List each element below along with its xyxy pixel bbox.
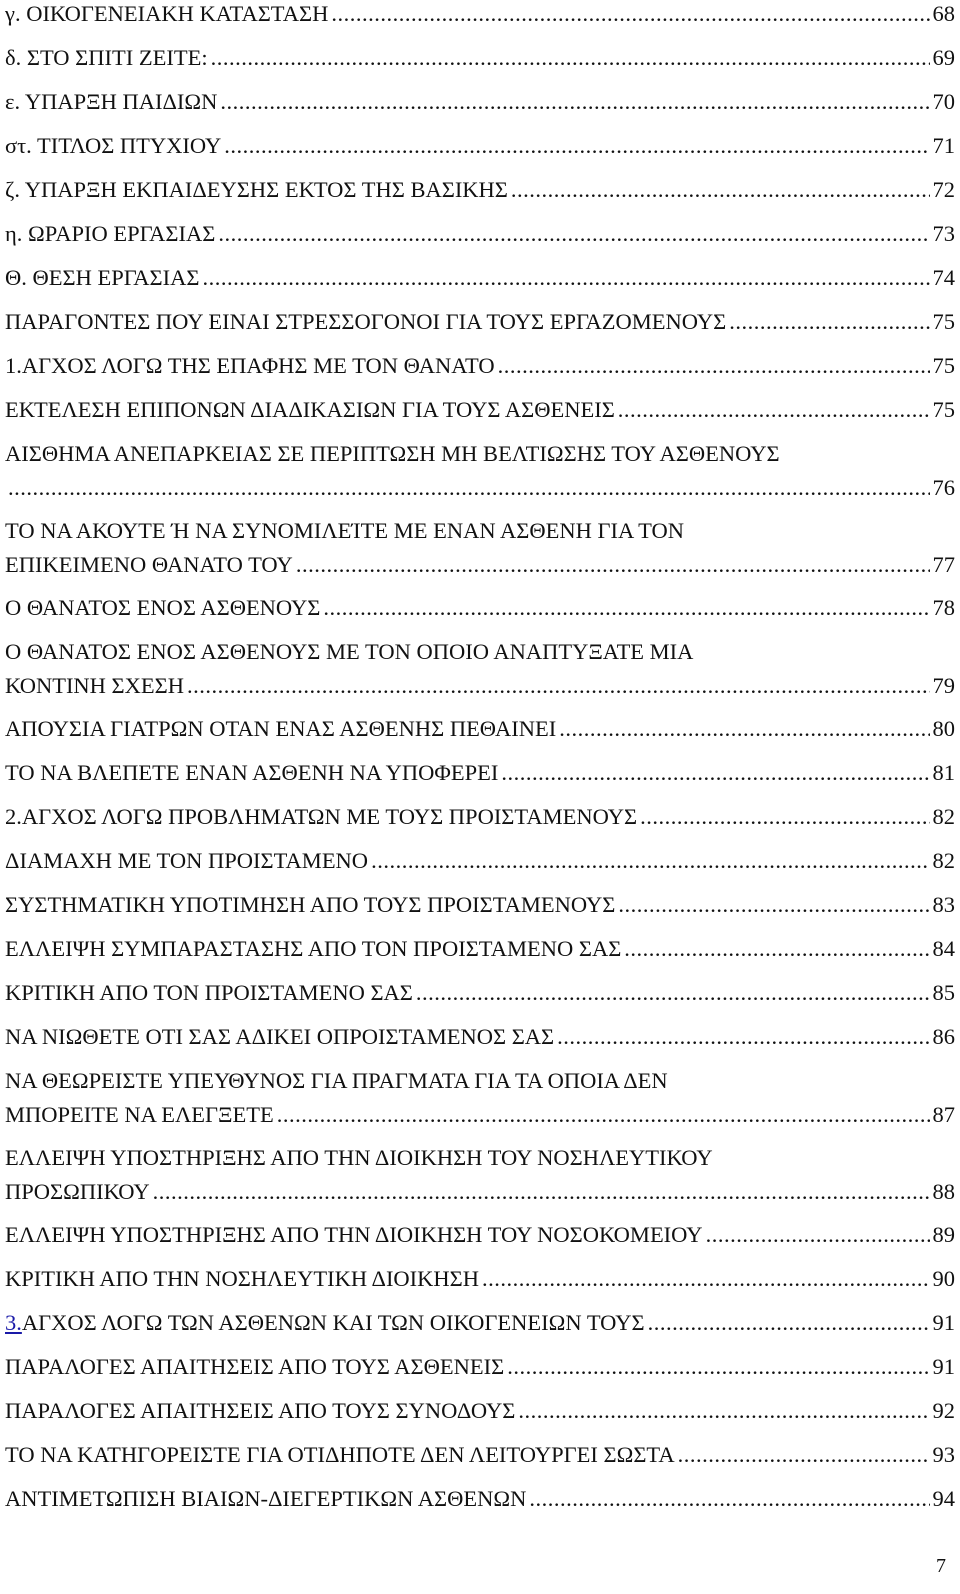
dot-leader	[331, 0, 929, 31]
toc-entry[interactable]	[5, 756, 955, 790]
toc-entry-page: 90	[932, 1266, 955, 1291]
dot-leader	[706, 1218, 930, 1252]
toc-entry[interactable]	[5, 514, 955, 582]
toc-entry-title-wrapper	[5, 1306, 645, 1340]
toc-entry-title: ΝΑ ΝΙΩΘΕΤΕ ΟΤΙ ΣΑΣ ΑΔΙΚΕΙ ΟΠΡΟΙΣΤΑΜΕΝΟΣ ΣΑΣ	[5, 1024, 555, 1049]
toc-entry-title: ΕΛΛΕΙΨΗ ΥΠΟΣΤΗΡΙΞΗΣ ΑΠΟ ΤΗΝ ΔΙΟΙΚΗΣΗ ΤΟΥ ΝΟΣΟΚΟΜΕΙΟΥ	[5, 1222, 703, 1247]
toc-entry-page: 72	[932, 177, 955, 202]
dot-leader	[277, 1098, 930, 1132]
toc-entry-title: ζ. ΥΠΑΡΞΗ ΕΚΠΑΙΔΕΥΣΗΣ ΕΚΤΟΣ ΤΗΣ ΒΑΣΙΚΗΣ	[5, 177, 508, 202]
toc-entry[interactable]	[5, 349, 955, 383]
toc-entry-page: 69	[932, 45, 955, 70]
dot-leader	[153, 1175, 930, 1209]
toc-entry-title: ε. ΥΠΑΡΞΗ ΠΑΙΔΙΩΝ	[5, 89, 218, 114]
dot-leader	[507, 1350, 929, 1384]
toc-entry-title: η. ΩΡΑΡΙΟ ΕΡΓΑΣΙΑΣ	[5, 221, 216, 246]
page-number: 7	[936, 1555, 946, 1577]
toc-entry[interactable]	[5, 1262, 955, 1296]
toc-entry-title: ΑΙΣΘΗΜΑ ΑΝΕΠΑΡΚΕΙΑΣ ΣΕ ΠΕΡΙΠΤΩΣΗ ΜΗ ΒΕΛΤΙΩΣΗΣ ΤΟΥ ΑΣΘΕΝΟΥΣ	[5, 441, 780, 466]
toc-entry-page: 75	[932, 309, 955, 334]
toc-entry-title: Ο ΘΑΝΑΤΟΣ ΕΝΟΣ ΑΣΘΕΝΟΥΣ	[5, 595, 321, 620]
toc-entry[interactable]	[5, 800, 955, 834]
dot-leader	[8, 471, 930, 505]
toc-entry-page: 70	[932, 89, 955, 114]
dot-leader	[518, 1394, 929, 1428]
toc-entry-title: ΣΥΣΤΗΜΑΤΙΚΗ ΥΠΟΤΙΜΗΣΗ ΑΠΟ ΤΟΥΣ ΠΡΟΙΣΤΑΜΕΝΟΥΣ	[5, 892, 616, 917]
dot-leader	[529, 1482, 929, 1516]
toc-entry[interactable]	[5, 1306, 955, 1340]
toc-entry-page: 88	[932, 1179, 955, 1204]
dot-leader	[648, 1306, 930, 1340]
toc-entry[interactable]	[5, 591, 955, 625]
toc-entry-title: στ. ΤΙΤΛΟΣ ΠΤΥΧΙΟΥ	[5, 133, 222, 158]
toc-entry-page: 71	[932, 133, 955, 158]
dot-leader	[511, 173, 930, 207]
dot-leader	[678, 1438, 930, 1472]
dot-leader	[323, 591, 929, 625]
toc-entry-title: ΚΡΙΤΙΚΗ ΑΠΟ ΤΗΝ ΝΟΣΗΛΕΥΤΙΚΗ ΔΙΟΙΚΗΣΗ	[5, 1266, 480, 1291]
toc-entry-title: ΚΡΙΤΙΚΗ ΑΠΟ ΤΟΝ ΠΡΟΙΣΤΑΜΕΝΟ ΣΑΣ	[5, 980, 413, 1005]
toc-entry[interactable]	[5, 1438, 955, 1472]
toc-entry-title: ΕΛΛΕΙΨΗ ΥΠΟΣΤΗΡΙΞΗΣ ΑΠΟ ΤΗΝ ΔΙΟΙΚΗΣΗ ΤΟΥ ΝΟΣΗΛΕΥΤΙΚΟΥ	[5, 1145, 713, 1170]
toc-entry-page: 93	[932, 1442, 955, 1467]
toc-entry-page: 75	[932, 397, 955, 422]
toc-entry-title: δ. ΣΤΟ ΣΠΙΤΙ ΖΕΙΤΕ:	[5, 45, 208, 70]
toc-entry-page: 75	[932, 353, 955, 378]
toc-entry-page: 73	[932, 221, 955, 246]
toc-entry[interactable]	[5, 976, 955, 1010]
toc-entry[interactable]	[5, 305, 955, 339]
dot-leader	[371, 844, 929, 878]
toc-entry-page: 92	[932, 1398, 955, 1423]
toc-entry-title-continuation: ΚΟΝΤΙΝΗ ΣΧΕΣΗ	[5, 673, 184, 698]
toc-entry[interactable]	[5, 129, 955, 163]
dot-leader	[202, 261, 929, 295]
toc-entry[interactable]	[5, 1064, 955, 1132]
toc-entry-page: 82	[932, 804, 955, 829]
toc-entry[interactable]	[5, 932, 955, 966]
toc-entry-page: 81	[932, 760, 955, 785]
section-number-link[interactable]: 3.	[5, 1310, 22, 1335]
toc-entry-title: ΑΓΧΟΣ ΛΟΓΩ ΤΩΝ ΑΣΘΕΝΩΝ ΚΑΙ ΤΩΝ ΟΙΚΟΓΕΝΕΙΩΝ ΤΟΥΣ	[21, 1310, 645, 1335]
toc-entry-title: ΕΛΛΕΙΨΗ ΣΥΜΠΑΡΑΣΤΑΣΗΣ ΑΠΟ ΤΟΝ ΠΡΟΙΣΤΑΜΕΝΟ ΣΑΣ	[5, 936, 622, 961]
toc-entry-title: ΠΑΡΑΛΟΓΕΣ ΑΠΑΙΤΗΣΕΙΣ ΑΠΟ ΤΟΥΣ ΣΥΝΟΔΟΥΣ	[5, 1398, 516, 1423]
toc-entry-title-continuation: ΜΠΟΡΕΙΤΕ ΝΑ ΕΛΕΓΞΕΤΕ	[5, 1102, 274, 1127]
toc-entry-title: ΤΟ ΝΑ ΚΑΤΗΓΟΡΕΙΣΤΕ ΓΙΑ ΟΤΙΔΗΠΟΤΕ ΔΕΝ ΛΕΙΤΟΥΡΓΕΙ ΣΩΣΤΑ	[5, 1442, 675, 1467]
toc-entry[interactable]	[5, 85, 955, 119]
toc-entry-page: 85	[932, 980, 955, 1005]
toc-entry-title: ΑΝΤΙΜΕΤΩΠΙΣΗ ΒΙΑΙΩΝ-ΔΙΕΓΕΡΤΙΚΩΝ ΑΣΘΕΝΩΝ	[5, 1486, 527, 1511]
toc-entry[interactable]	[5, 1394, 955, 1428]
toc-entry[interactable]	[5, 1350, 955, 1384]
dot-leader	[218, 217, 929, 251]
toc-entry-title: ΠΑΡΑΓΟΝΤΕΣ ΠΟΥ ΕΙΝΑΙ ΣΤΡΕΣΣΟΓΟΝΟΙ ΓΙΑ ΤΟΥΣ ΕΡΓΑΖΟΜΕΝΟΥΣ	[5, 309, 727, 334]
toc-entry-title: ΠΑΡΑΛΟΓΕΣ ΑΠΑΙΤΗΣΕΙΣ ΑΠΟ ΤΟΥΣ ΑΣΘΕΝΕΙΣ	[5, 1354, 505, 1379]
toc-entry[interactable]	[5, 888, 955, 922]
toc-entry-title: ΝΑ ΘΕΩΡΕΙΣΤΕ ΥΠΕΥΘΥΝΟΣ ΓΙΑ ΠΡΑΓΜΑΤΑ ΓΙΑ ΤΑ ΟΠΟΙΑ ΔΕΝ	[5, 1068, 668, 1093]
dot-leader	[624, 932, 929, 966]
toc-entry-page: 94	[932, 1486, 955, 1511]
toc-entry-title: ΕΚΤΕΛΕΣΗ ΕΠΙΠΟΝΩΝ ΔΙΑΔΙΚΑΣΙΩΝ ΓΙΑ ΤΟΥΣ ΑΣΘΕΝΕΙΣ	[5, 397, 615, 422]
dot-leader	[416, 976, 930, 1010]
dot-leader	[211, 41, 930, 75]
toc-entry[interactable]	[5, 41, 955, 75]
dot-leader	[224, 129, 929, 163]
toc-entry-title: Θ. ΘΕΣΗ ΕΡΓΑΣΙΑΣ	[5, 265, 200, 290]
toc-entry-title: ΤΟ ΝΑ ΒΛΕΠΕΤΕ ΕΝΑΝ ΑΣΘΕΝΗ ΝΑ ΥΠΟΦΕΡΕΙ	[5, 760, 499, 785]
toc-entry-page: 86	[932, 1024, 955, 1049]
dot-leader	[482, 1262, 929, 1296]
toc-entry[interactable]	[5, 1141, 955, 1209]
toc-entry-title-continuation: ΠΡΟΣΩΠΙΚΟΥ	[5, 1179, 150, 1204]
toc-entry-page: 68	[932, 1, 955, 26]
dot-leader	[220, 85, 929, 119]
toc-entry-page: 89	[932, 1222, 955, 1247]
toc-entry-page: 87	[932, 1102, 955, 1127]
toc-entry[interactable]	[5, 712, 955, 746]
toc-entry-title: γ. ΟΙΚΟΓΕΝΕΙΑΚΗ ΚΑΤΑΣΤΑΣΗ	[5, 1, 329, 26]
toc-entry[interactable]	[5, 261, 955, 295]
toc-entry[interactable]	[5, 1020, 955, 1054]
toc-entry-page: 79	[932, 673, 955, 698]
dot-leader	[618, 393, 930, 427]
toc-entry-title: Ο ΘΑΝΑΤΟΣ ΕΝΟΣ ΑΣΘΕΝΟΥΣ ΜΕ ΤΟΝ ΟΠΟΙΟ ΑΝΑΠΤΥΞΑΤΕ ΜΙΑ	[5, 639, 694, 664]
toc-entry[interactable]	[5, 1482, 955, 1516]
dot-leader	[296, 548, 930, 582]
dot-leader	[557, 1020, 929, 1054]
toc-entry-title: ΤΟ ΝΑ ΑΚΟΥΤΕ Ή ΝΑ ΣΥΝΟΜΙΛΕΊΤΕ ΜΕ ΕΝΑΝ ΑΣΘΕΝΗ ΓΙΑ ΤΟΝ	[5, 518, 685, 543]
toc-entry[interactable]	[5, 1218, 955, 1252]
toc-entry[interactable]	[5, 217, 955, 251]
dot-leader	[187, 669, 930, 703]
toc-entry-title: 1.ΑΓΧΟΣ ΛΟΓΩ ΤΗΣ ΕΠΑΦΗΣ ΜΕ ΤΟΝ ΘΑΝΑΤΟ	[5, 353, 495, 378]
toc-entry-page: 91	[932, 1354, 955, 1379]
toc-entry-page: 83	[932, 892, 955, 917]
dot-leader	[729, 305, 929, 339]
toc-entry-page: 91	[932, 1310, 955, 1335]
dot-leader	[559, 712, 929, 746]
dot-leader	[618, 888, 929, 922]
toc-entry-page: 76	[932, 475, 955, 500]
toc-entry-title: ΑΠΟΥΣΙΑ ΓΙΑΤΡΩΝ ΟΤΑΝ ΕΝΑΣ ΑΣΘΕΝΗΣ ΠΕΘΑΙΝΕΙ	[5, 716, 557, 741]
toc-entry-page: 80	[932, 716, 955, 741]
toc-entry[interactable]	[5, 635, 955, 703]
dot-leader	[640, 800, 929, 834]
toc-entry[interactable]	[5, 437, 955, 505]
toc-entry[interactable]	[5, 173, 955, 207]
toc-entry[interactable]	[5, 393, 955, 427]
toc-entry-page: 82	[932, 848, 955, 873]
toc-entry-title: 2.ΑΓΧΟΣ ΛΟΓΩ ΠΡΟΒΛΗΜΑΤΩΝ ΜΕ ΤΟΥΣ ΠΡΟΙΣΤΑΜΕΝΟΥΣ	[5, 804, 638, 829]
toc-entry-title: ΔΙΑΜΑΧΗ ΜΕ ΤΟΝ ΠΡΟΙΣΤΑΜΕΝΟ	[5, 848, 369, 873]
toc-entry-page: 74	[932, 265, 955, 290]
toc-entry-title-continuation: ΕΠΙΚΕΙΜΕΝΟ ΘΑΝΑΤΟ ΤΟΥ	[5, 552, 293, 577]
dot-leader	[501, 756, 929, 790]
toc-entry-page: 78	[932, 595, 955, 620]
toc-entry[interactable]	[5, 0, 955, 31]
toc-entry-page: 77	[932, 552, 955, 577]
dot-leader	[498, 349, 930, 383]
toc-entry-page: 84	[932, 936, 955, 961]
toc-entry[interactable]	[5, 844, 955, 878]
